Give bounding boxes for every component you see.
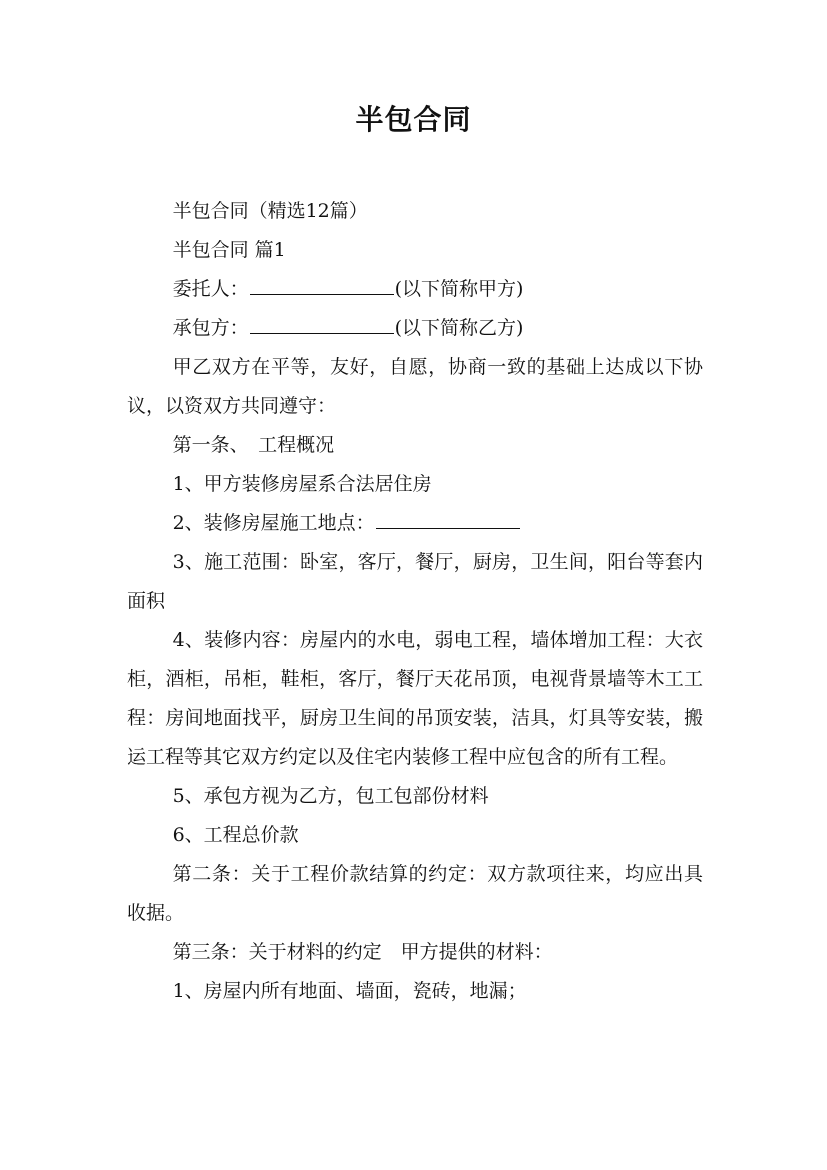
article-2-paragraph: 第二条：关于工程价款结算的约定：双方款项往来，均应出具收据。 [127, 863, 703, 924]
article-1-item-2 [127, 504, 703, 543]
site-address-blank [376, 506, 520, 529]
client-line [127, 270, 703, 309]
contractor-suffix: (以下简称乙方) [394, 317, 524, 339]
article-1-item-5: 5、承包方视为乙方，包工包部份材料 [172, 785, 489, 807]
article-1-heading: 第一条、 工程概况 [172, 434, 335, 456]
article-1-item-3: 3、施工范围：卧室，客厅，餐厅，厨房，卫生间，阳台等套内面积 [127, 551, 703, 612]
contractor-label: 承包方： [172, 317, 249, 339]
client-suffix: (以下简称甲方) [394, 278, 524, 300]
article-1-item-4: 4、装修内容：房屋内的水电，弱电工程，墙体增加工程：大衣柜，酒柜，吊柜，鞋柜，客厅，餐厅天花吊顶，电视背景墙等木工工程：房间地面找平，厨房卫生间的吊顶安装，洁具，灯具等安装，搬运工程等其它双方约定以及住宅内装修工程中应包含的所有工程。 [127, 629, 703, 768]
chapter-heading: 半包合同 篇1 [172, 239, 286, 261]
document-title: 半包合同 [355, 103, 472, 136]
article-3-heading: 第三条：关于材料的约定 甲方提供的材料： [172, 941, 553, 963]
document-body [127, 192, 703, 1011]
client-blank [250, 272, 394, 295]
client-label: 委托人： [172, 278, 249, 300]
site-address-label: 2、装修房屋施工地点： [172, 512, 375, 534]
contractor-line [127, 309, 703, 348]
article-1-item-6: 6、工程总价款 [172, 824, 299, 846]
subtitle-paragraph: 半包合同（精选12篇） [172, 200, 368, 222]
contractor-blank [250, 311, 394, 334]
intro-paragraph: 甲乙双方在平等，友好，自愿，协商一致的基础上达成以下协议，以资双方共同遵守： [127, 356, 703, 417]
article-1-item-1: 1、甲方装修房屋系合法居住房 [172, 473, 432, 495]
article-3-item-1: 1、房屋内所有地面、墙面，瓷砖，地漏； [172, 980, 527, 1002]
